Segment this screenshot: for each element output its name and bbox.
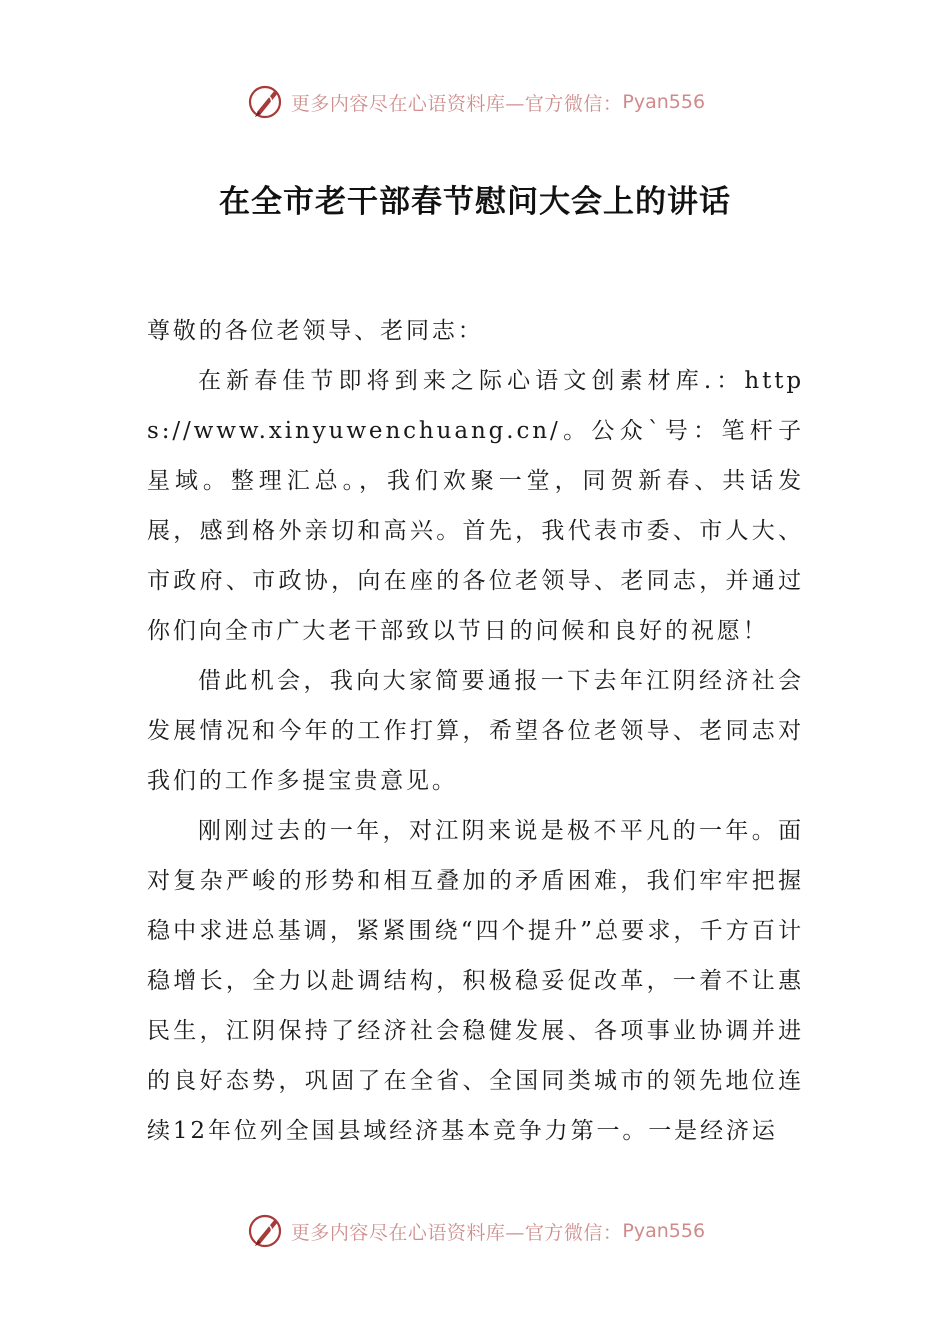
banner-wechat-id: Pyan556 xyxy=(622,1220,706,1242)
document-body xyxy=(147,306,804,1156)
footer-watermark-banner xyxy=(0,1209,950,1253)
paragraph-2: 借此机会，我向大家简要通报一下去年江阴经济社会发展情况和今年的工作打算，希望各位老领导、老同志对我们的工作多提宝贵意见。 xyxy=(147,668,804,794)
salutation: 尊敬的各位老领导、老同志： xyxy=(147,318,484,344)
paragraph-1: 在新春佳节即将到来之际心语文创素材库.：https://www.xinyuwenchuang.cn/。公众`号：笔杆子星域。整理汇总。，我们欢聚一堂，同贺新春、共话发展，感到格外亲切和高兴。首先，我代表市委、市人大、市政府、市政协，向在座的各位老领导、老同志，并通过你们向全市广大老干部致以节日的问候和良好的祝愿！ xyxy=(147,368,804,644)
page-title: 在全市老干部春节慰问大会上的讲话 xyxy=(219,184,731,220)
pen-logo-icon xyxy=(245,1211,285,1251)
paragraph-3: 刚刚过去的一年，对江阴来说是极不平凡的一年。面对复杂严峻的形势和相互叠加的矛盾困难，我们牢牢把握稳中求进总基调，紧紧围绕“四个提升”总要求，千方百计稳增长，全力以赴调结构，积极稳妥促改革，一着不让惠民生，江阴保持了经济社会稳健发展、各项事业协调并进的良好态势，巩固了在全省、全国同类城市的领先地位连续12年位列全国县域经济基本竞争力第一。一是经济运 xyxy=(147,818,804,1144)
banner-wechat-id: Pyan556 xyxy=(622,91,706,113)
pen-logo-icon xyxy=(245,82,285,122)
banner-text: 更多内容尽在心语资料库—官方微信： xyxy=(290,92,623,115)
banner-text: 更多内容尽在心语资料库—官方微信： xyxy=(290,1221,623,1244)
header-watermark-banner xyxy=(0,80,950,124)
